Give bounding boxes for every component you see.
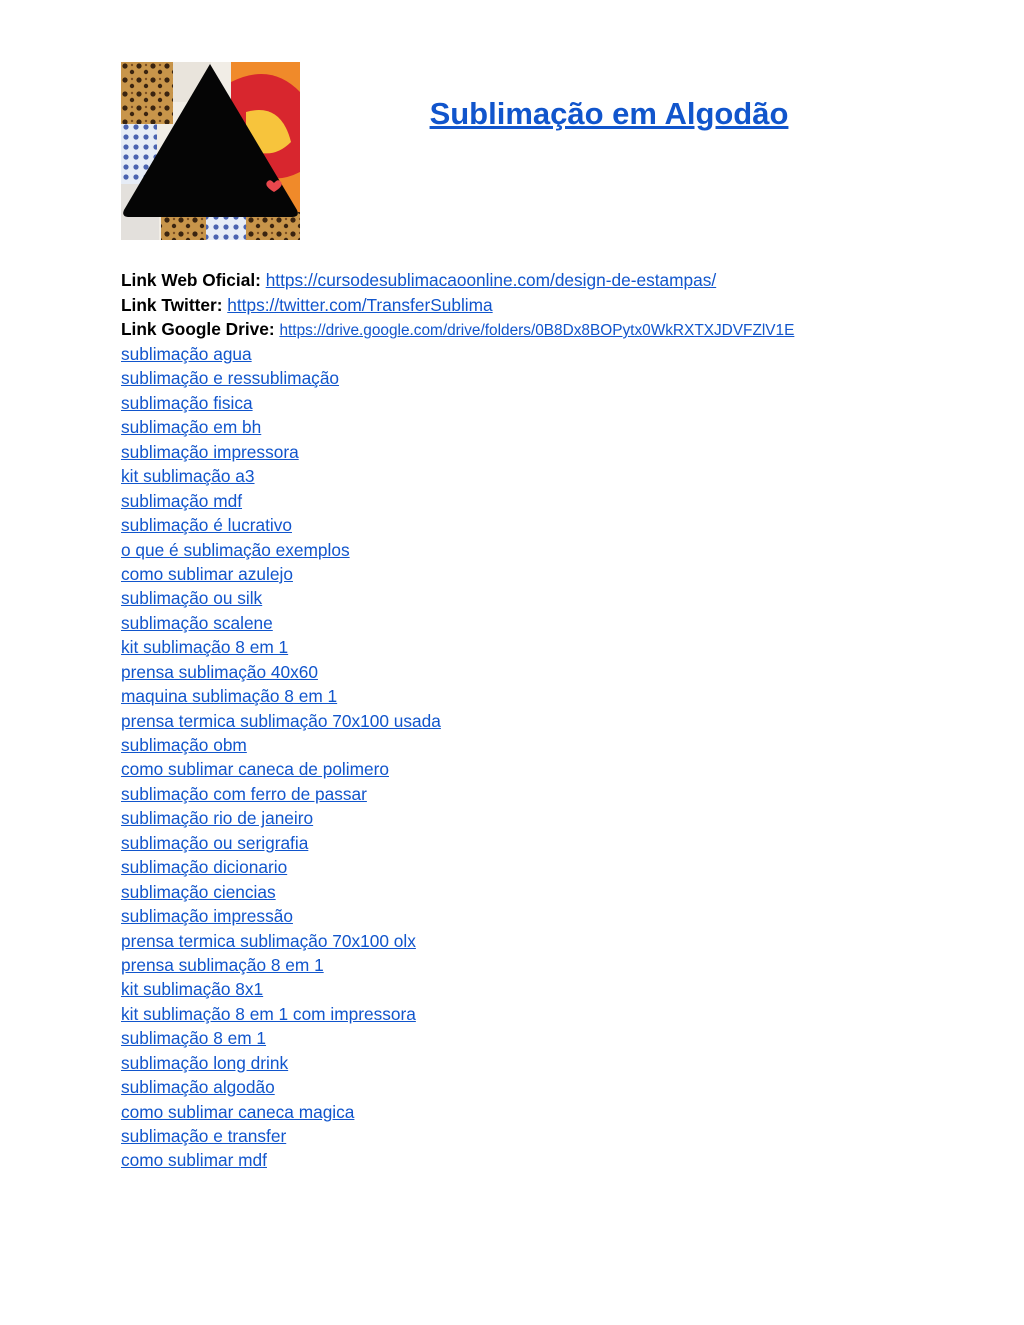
- keyword-link[interactable]: sublimação scalene: [121, 612, 273, 633]
- keyword-link[interactable]: como sublimar mdf: [121, 1150, 267, 1171]
- twitter-link[interactable]: https://twitter.com/TransferSublima: [227, 294, 493, 315]
- keyword-link[interactable]: sublimação ou serigrafia: [121, 832, 309, 853]
- info-label: Link Google Drive:: [121, 319, 275, 339]
- list-item: [121, 733, 441, 757]
- keyword-link[interactable]: kit sublimação 8 em 1: [121, 637, 289, 658]
- keyword-link[interactable]: como sublimar caneca magica: [121, 1101, 355, 1122]
- list-item: [121, 513, 441, 537]
- keyword-link[interactable]: kit sublimação a3: [121, 466, 255, 487]
- list-item: [121, 904, 441, 928]
- info-label: Link Web Oficial:: [121, 270, 261, 290]
- keyword-link[interactable]: sublimação rio de janeiro: [121, 808, 314, 829]
- list-item: [121, 1051, 441, 1075]
- keyword-link[interactable]: sublimação mdf: [121, 490, 243, 511]
- list-item: [121, 464, 441, 488]
- list-item: [121, 977, 441, 1001]
- list-item: [121, 538, 441, 562]
- list-item: [121, 660, 441, 684]
- list-item: [121, 1026, 441, 1050]
- list-item: [121, 855, 441, 879]
- keyword-link[interactable]: sublimação ciencias: [121, 881, 276, 902]
- title-link[interactable]: Sublimação em Algodão: [429, 96, 789, 131]
- keyword-link[interactable]: sublimação algodão: [121, 1077, 275, 1098]
- keyword-link[interactable]: sublimação impressão: [121, 906, 293, 927]
- info-section: [121, 268, 981, 342]
- list-item: [121, 953, 441, 977]
- web-link[interactable]: https://cursodesublimacaoonline.com/design-de-estampas/: [265, 270, 717, 290]
- info-row-web: [121, 268, 981, 293]
- list-item: [121, 782, 441, 806]
- keyword-link[interactable]: prensa sublimação 8 em 1: [121, 954, 324, 975]
- keyword-link[interactable]: como sublimar caneca de polimero: [121, 759, 389, 780]
- list-item: [121, 489, 441, 513]
- list-item: [121, 1002, 441, 1026]
- keyword-link[interactable]: sublimação em bh: [121, 417, 262, 438]
- keyword-link-list: [121, 342, 441, 1173]
- list-item: [121, 611, 441, 635]
- list-item: [121, 635, 441, 659]
- list-item: [121, 440, 441, 464]
- keyword-link[interactable]: o que é sublimação exemplos: [121, 539, 350, 560]
- drive-link[interactable]: https://drive.google.com/drive/folders/0B8Dx8BOPytx0WkRXTXJDVFZlV1E: [279, 322, 795, 339]
- keyword-link[interactable]: sublimação long drink: [121, 1052, 289, 1073]
- keyword-link[interactable]: como sublimar azulejo: [121, 563, 293, 584]
- keyword-link[interactable]: sublimação impressora: [121, 441, 299, 462]
- keyword-link[interactable]: sublimação fisica: [121, 392, 253, 413]
- list-item: [121, 366, 441, 390]
- list-item: [121, 1124, 441, 1148]
- keyword-link[interactable]: sublimação é lucrativo: [121, 515, 292, 536]
- list-item: [121, 1100, 441, 1124]
- keyword-link[interactable]: prensa termica sublimação 70x100 usada: [121, 710, 441, 731]
- list-item: [121, 391, 441, 415]
- list-item: [121, 415, 441, 439]
- logo-image: [121, 62, 300, 240]
- page-title[interactable]: [300, 93, 918, 135]
- keyword-link[interactable]: kit sublimação 8 em 1 com impressora: [121, 1003, 416, 1024]
- keyword-link[interactable]: sublimação 8 em 1: [121, 1028, 267, 1049]
- keyword-link[interactable]: sublimação ou silk: [121, 588, 263, 609]
- info-row-twitter: [121, 293, 981, 318]
- list-item: [121, 1148, 441, 1172]
- keyword-link[interactable]: sublimação e transfer: [121, 1126, 287, 1146]
- keyword-link[interactable]: kit sublimação 8x1: [121, 979, 264, 1000]
- keyword-link[interactable]: sublimação agua: [121, 344, 252, 364]
- list-item: [121, 684, 441, 708]
- list-item: [121, 709, 441, 733]
- list-item: [121, 831, 441, 855]
- keyword-link[interactable]: sublimação com ferro de passar: [121, 783, 367, 804]
- keyword-link[interactable]: sublimação obm: [121, 735, 247, 755]
- info-row-drive: [121, 317, 981, 342]
- keyword-link[interactable]: prensa termica sublimação 70x100 olx: [121, 930, 416, 951]
- list-item: [121, 586, 441, 610]
- keyword-link[interactable]: sublimação e ressublimação: [121, 368, 340, 389]
- list-item: [121, 757, 441, 781]
- list-item: [121, 342, 441, 366]
- keyword-link[interactable]: maquina sublimação 8 em 1: [121, 686, 338, 707]
- list-item: [121, 929, 441, 953]
- info-label: Link Twitter:: [121, 294, 223, 315]
- list-item: [121, 880, 441, 904]
- keyword-link[interactable]: prensa sublimação 40x60: [121, 661, 318, 682]
- list-item: [121, 1075, 441, 1099]
- list-item: [121, 562, 441, 586]
- list-item: [121, 806, 441, 830]
- keyword-link[interactable]: sublimação dicionario: [121, 857, 288, 878]
